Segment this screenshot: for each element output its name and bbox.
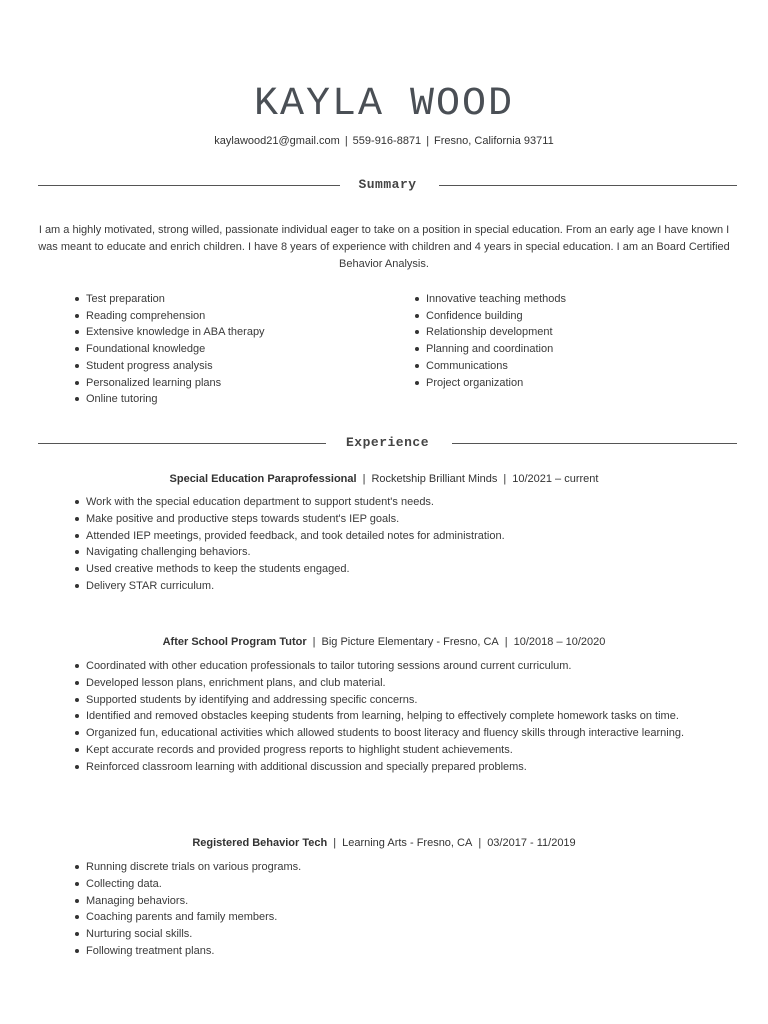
separator: | [426,135,430,147]
job-org: Learning Arts - Fresno, CA [342,837,473,849]
job-header [0,636,768,648]
list-item: Planning and coordination [414,341,566,358]
list-item: Kept accurate records and provided progress reports to highlight student achievements. [74,742,714,759]
list-item: Work with the special education department to support student's needs. [74,494,714,511]
list-item: Identified and removed obstacles keeping students from learning, helping to effectively complete homework tasks on time. [74,708,714,725]
contact-line [0,135,768,147]
list-item: Test preparation [74,291,265,308]
job-dates: 10/2018 – 10/2020 [513,636,606,648]
location: Fresno, California 93711 [434,135,554,147]
job-role: Registered Behavior Tech [192,837,328,849]
list-item: Foundational knowledge [74,341,265,358]
job-dates: 10/2021 – current [512,473,599,485]
separator: | [344,135,348,147]
list-item: Coordinated with other education professionals to tailor tutoring sessions around current curriculum. [74,658,714,675]
separator: | [478,837,482,849]
job-dates: 03/2017 - 11/2019 [487,837,576,849]
resume-name: KAYLA WOOD [253,82,515,127]
list-item: Project organization [414,375,566,392]
list-item: Innovative teaching methods [414,291,566,308]
list-item: Delivery STAR curriculum. [74,578,714,595]
list-item: Supported students by identifying and addressing specific concerns. [74,692,714,709]
job-bullets [74,658,714,776]
list-item: Confidence building [414,308,566,325]
job-role: Special Education Paraprofessional [169,473,357,485]
list-item: Running discrete trials on various programs. [74,859,714,876]
list-item: Extensive knowledge in ABA therapy [74,324,265,341]
list-item: Following treatment plans. [74,943,714,960]
list-item: Student progress analysis [74,358,265,375]
list-item: Relationship development [414,324,566,341]
separator: | [362,473,366,485]
job-bullets [74,859,714,960]
list-item: Coaching parents and family members. [74,909,714,926]
list-item: Reading comprehension [74,308,265,325]
phone: 559-916-8871 [352,135,422,147]
separator: | [504,636,508,648]
skills-list-left [74,291,265,408]
experience-section-header [38,435,737,451]
list-item: Managing behaviors. [74,893,714,910]
list-item: Collecting data. [74,876,714,893]
skills-list-right [414,291,566,391]
separator: | [312,636,316,648]
job-bullets [74,494,714,595]
job-header [0,837,768,849]
list-item: Used creative methods to keep the students engaged. [74,561,714,578]
job-org: Rocketship Brilliant Minds [371,473,498,485]
job-role: After School Program Tutor [162,636,307,648]
list-item: Navigating challenging behaviors. [74,544,714,561]
list-item: Reinforced classroom learning with additional discussion and specially prepared problems. [74,759,714,776]
summary-paragraph: I am a highly motivated, strong willed, passionate individual eager to take on a position in special education. From an early age I have known I was meant to educate and enrich children. I have 8 years of experience with children and 4 years in special education. I am an Board Certified Behavior Analysis. [38,224,730,270]
section-title: Experience [38,435,737,450]
list-item: Communications [414,358,566,375]
email: kaylawood21@gmail.com [214,135,340,147]
section-title: Summary [38,177,737,192]
list-item: Online tutoring [74,391,265,408]
separator: | [503,473,507,485]
summary-section-header [38,177,737,193]
list-item: Organized fun, educational activities which allowed students to boost literacy and fluency skills through interactive learning. [74,725,714,742]
job-header [0,473,768,485]
list-item: Personalized learning plans [74,375,265,392]
list-item: Nurturing social skills. [74,926,714,943]
separator: | [333,837,337,849]
list-item: Attended IEP meetings, provided feedback, and took detailed notes for administration. [74,528,714,545]
list-item: Make positive and productive steps towards student's IEP goals. [74,511,714,528]
job-org: Big Picture Elementary - Fresno, CA [321,636,499,648]
list-item: Developed lesson plans, enrichment plans, and club material. [74,675,714,692]
